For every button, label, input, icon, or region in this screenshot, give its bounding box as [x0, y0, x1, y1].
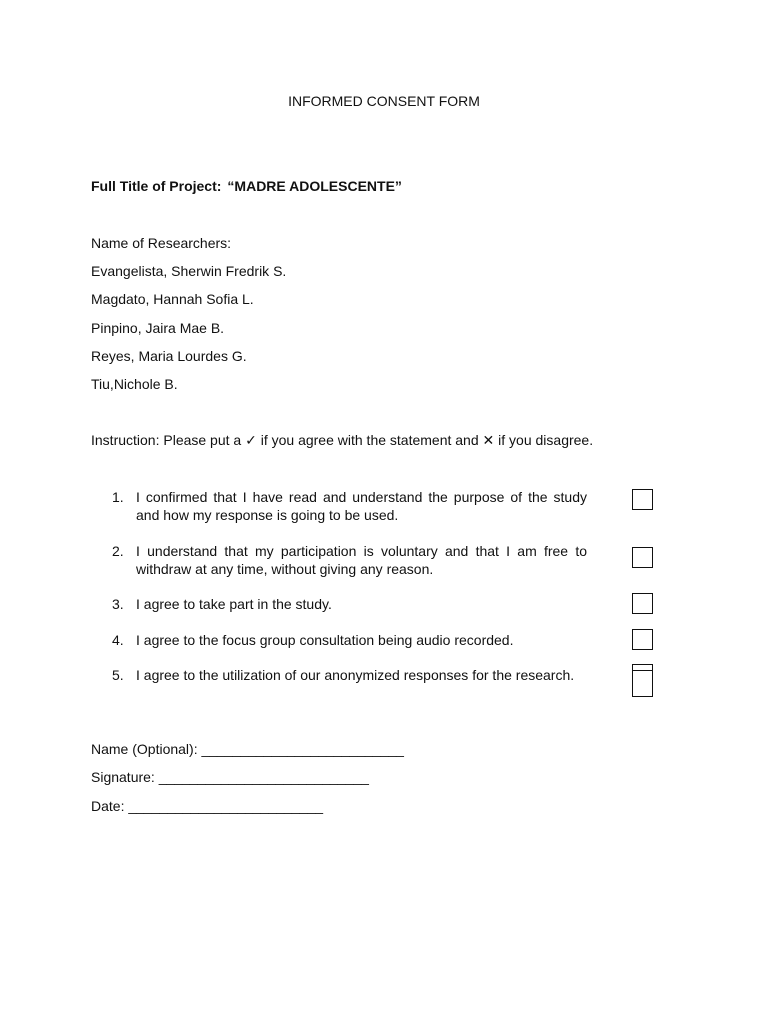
statement-number: 3. — [112, 596, 124, 612]
name-field — [91, 741, 404, 757]
project-title-label: Full Title of Project: — [91, 178, 222, 194]
statement-2-checkbox[interactable] — [632, 547, 653, 568]
signature-field — [91, 769, 369, 785]
researchers-label: Name of Researchers: — [91, 235, 232, 251]
statement-text: I agree to the utilization of our anonymized responses for the research. — [136, 667, 575, 683]
instruction-part-3: if you disagree. — [494, 432, 594, 448]
statement-text: I agree to take part in the study. — [136, 596, 332, 612]
statement-3-checkbox[interactable] — [632, 593, 653, 614]
statement-number: 4. — [112, 632, 124, 648]
statement-number: 2. — [112, 543, 124, 559]
project-title-line — [91, 178, 402, 194]
researcher-name: Evangelista, Sherwin Fredrik S. — [91, 263, 287, 280]
signature-field-line[interactable]: ___________________________ — [158, 769, 369, 785]
researcher-name: Pinpino, Jaira Mae B. — [91, 319, 225, 336]
researchers-section — [91, 234, 286, 403]
instruction-part-2: if you agree with the statement and — [256, 432, 483, 448]
statement-text: I confirmed that I have read and understand the purpose of the study and how my response is going to be used. — [136, 489, 587, 523]
check-mark-icon: ✓ — [245, 433, 257, 449]
statement-text: I understand that my participation is voluntary and that I am free to withdraw at any time, without giving any reason. — [136, 543, 587, 577]
form-title: INFORMED CONSENT FORM — [288, 93, 480, 109]
statement-number: 5. — [112, 667, 124, 683]
date-field-line[interactable]: _________________________ — [128, 798, 324, 814]
instruction-text — [91, 432, 593, 449]
project-title-value: “MADRE ADOLESCENTE” — [227, 178, 402, 194]
statement-1-checkbox[interactable] — [632, 489, 653, 510]
researcher-name: Tiu,Nichole B. — [91, 375, 178, 392]
statement-number: 1. — [112, 489, 124, 505]
researcher-name: Magdato, Hannah Sofia L. — [91, 291, 254, 308]
date-field — [91, 798, 323, 814]
signature-field-label: Signature: — [91, 769, 159, 785]
statement-5-checkbox[interactable] — [632, 664, 653, 697]
statement-4-checkbox[interactable] — [632, 629, 653, 650]
researcher-name: Reyes, Maria Lourdes G. — [91, 347, 247, 364]
name-field-label: Name (Optional): — [91, 741, 202, 757]
x-mark-icon: ✕ — [482, 433, 495, 449]
instruction-part-1: Instruction: Please put a — [91, 432, 246, 448]
date-field-label: Date: — [91, 798, 129, 814]
statement-text: I agree to the focus group consultation being audio recorded. — [136, 632, 514, 648]
name-field-line[interactable]: __________________________ — [201, 741, 404, 757]
